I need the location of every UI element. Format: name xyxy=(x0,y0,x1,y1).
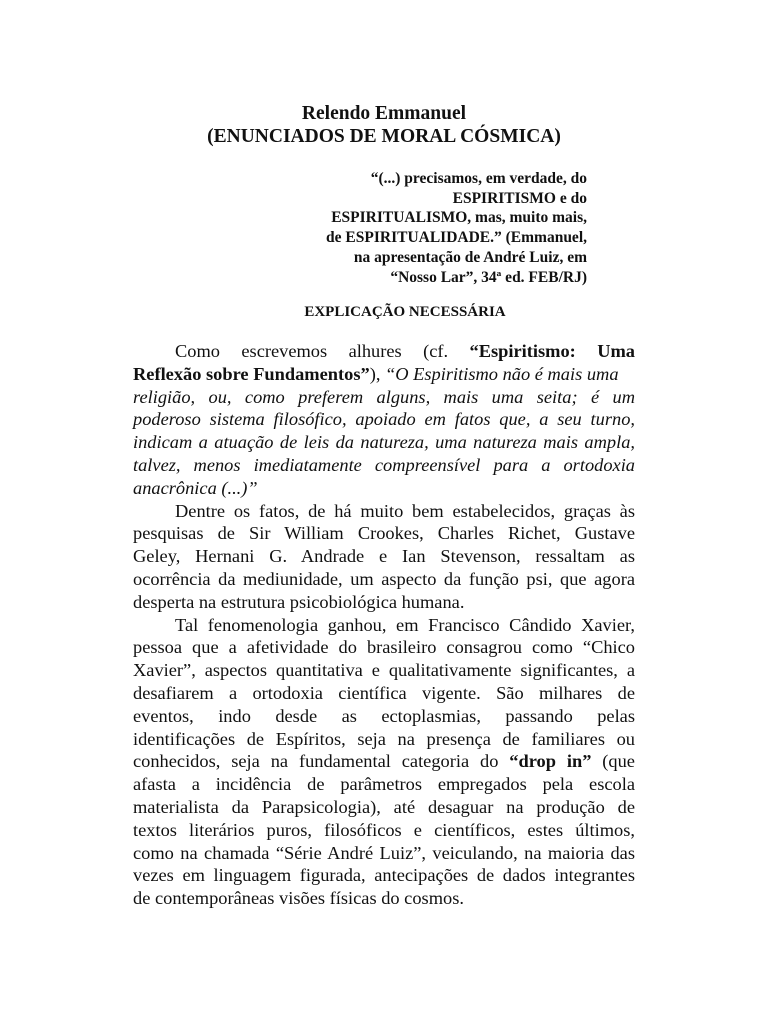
body-text xyxy=(133,340,635,910)
paragraph-1-line: Reflexão sobre Fundamentos”), “O Espiritismo não é mais uma xyxy=(133,363,619,384)
paragraph-3-line: conhecidos, seja na fundamental categoria do “drop in” (que xyxy=(133,751,635,772)
document-title: Relendo Emmanuel xyxy=(301,103,467,124)
paragraph-3-line: de contemporâneas visões físicas do cosmos. xyxy=(133,888,464,909)
paragraph-3-line: identificações de Espíritos, seja na presença de familiares ou xyxy=(133,728,635,749)
paragraph-1-line: talvez, menos imediatamente compreensível para a ortodoxia xyxy=(133,454,635,475)
paragraph-1-line: religião, ou, como preferem alguns, mais uma seita; é um xyxy=(133,386,635,407)
paragraph-2-line: desperta na estrutura psicobiológica humana. xyxy=(133,591,465,612)
section-heading: EXPLICAÇÃO NECESSÁRIA xyxy=(304,304,506,320)
paragraph-3-line: vezes em linguagem figurada, antecipações de dados integrantes xyxy=(133,865,635,886)
paragraph-2-line: Dentre os fatos, de há muito bem estabelecidos, graças às xyxy=(175,500,635,521)
document-subtitle: (ENUNCIADOS DE MORAL CÓSMICA) xyxy=(207,126,561,147)
paragraph-3-line: afasta a incidência de parâmetros empregados pela escola xyxy=(133,774,635,795)
epigraph-quote xyxy=(267,169,587,287)
paragraph-2-line: pesquisas de Sir William Crookes, Charles Richet, Gustave xyxy=(133,523,635,544)
paragraph-3-line: eventos, indo desde as ectoplasmias, passando pelas xyxy=(133,705,635,726)
epigraph-line: “(...) precisamos, em verdade, do xyxy=(370,170,587,187)
paragraph-3-line: pessoa que a afetividade do brasileiro consagrou como “Chico xyxy=(133,637,635,658)
paragraph-3-line: desafiarem a ortodoxia científica vigente. São milhares de xyxy=(133,682,635,703)
paragraph-3-line: como na chamada “Série André Luiz”, veiculando, na maioria das xyxy=(133,842,635,863)
epigraph-line: na apresentação de André Luiz, em xyxy=(353,248,587,266)
paragraph-3-line: Tal fenomenologia ganhou, em Francisco Cândido Xavier, xyxy=(175,614,635,635)
paragraph-1-line: poderoso sistema filosófico, apoiado em fatos que, a seu turno, xyxy=(133,409,635,430)
epigraph-line: “Nosso Lar”, 34ª ed. FEB/RJ) xyxy=(390,268,587,286)
paragraph-1-line: indicam a atuação de leis da natureza, uma natureza mais ampla, xyxy=(133,432,635,453)
epigraph-line: de ESPIRITUALIDADE.” (Emmanuel, xyxy=(326,229,587,247)
paragraph-2-line: ocorrência da mediunidade, um aspecto da função psi, que agora xyxy=(133,568,635,589)
paragraph-3-line: Xavier”, aspectos quantitativa e qualitativamente significantes, a xyxy=(133,660,635,681)
paragraph-3-line: materialista da Parapsicologia), até desaguar na produção de xyxy=(133,796,635,817)
epigraph-line: ESPIRITISMO e do xyxy=(452,189,587,207)
paragraph-1-line: anacrônica (...)” xyxy=(133,477,258,498)
paragraph-3-line: textos literários puros, filosóficos e científicos, estes últimos, xyxy=(133,819,635,840)
paragraph-2-line: Geley, Hernani G. Andrade e Ian Stevenson, ressaltam as xyxy=(133,546,635,567)
epigraph-line: ESPIRITUALISMO, mas, muito mais, xyxy=(331,209,587,227)
paragraph-1-line: Como escrevemos alhures (cf. “Espiritismo: Uma xyxy=(175,341,635,361)
